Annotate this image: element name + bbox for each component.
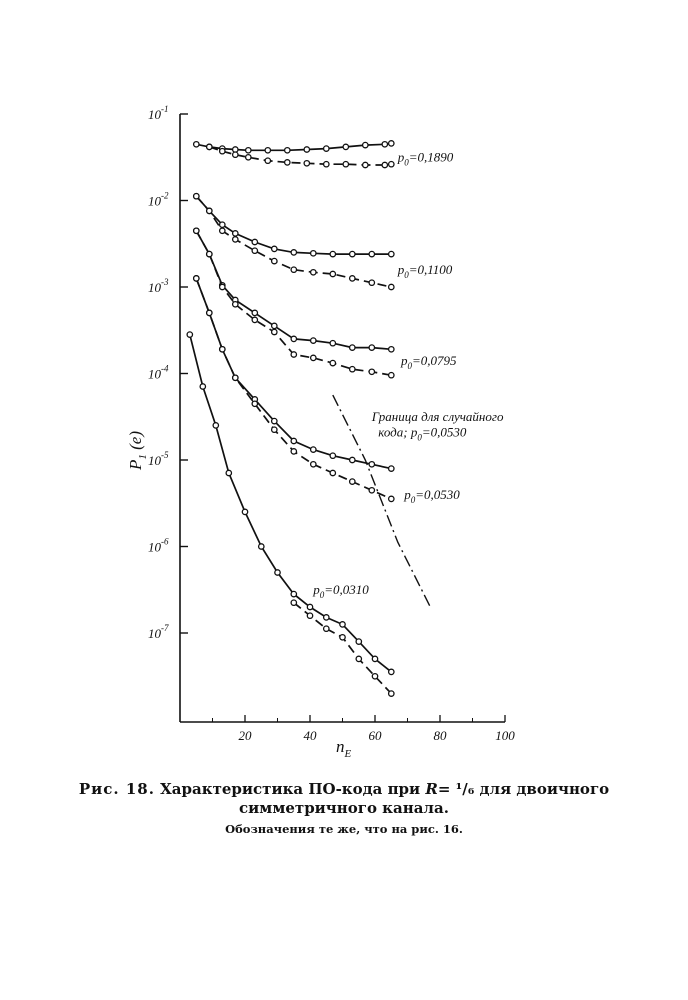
data-point	[252, 239, 257, 244]
data-point	[220, 347, 225, 352]
data-point	[207, 208, 212, 213]
data-point	[311, 355, 316, 360]
data-point	[369, 251, 374, 256]
data-point	[291, 352, 296, 357]
data-point	[350, 479, 355, 484]
figure-number: Рис. 18.	[78, 780, 155, 798]
rate-value: = ¹/₆	[437, 780, 475, 798]
data-point	[272, 323, 277, 328]
data-point	[350, 251, 355, 256]
data-point	[350, 345, 355, 350]
data-point	[213, 423, 218, 428]
data-point	[275, 570, 280, 575]
data-point	[187, 332, 192, 337]
data-point	[330, 360, 335, 365]
annotation-label: $p_0=0,0795$	[401, 352, 457, 371]
data-point	[343, 162, 348, 167]
data-point	[324, 615, 329, 620]
data-point	[369, 488, 374, 493]
data-point	[291, 336, 296, 341]
data-point	[272, 329, 277, 334]
y-tick-label: $10^{-5}$	[148, 450, 169, 468]
x-tick-label: 40	[303, 728, 317, 743]
y-tick-label: $10^{-7}$	[148, 623, 169, 641]
data-point	[324, 626, 329, 631]
data-point	[330, 470, 335, 475]
data-point	[246, 155, 251, 160]
data-point	[272, 427, 277, 432]
data-point	[372, 674, 377, 679]
data-point	[207, 251, 212, 256]
data-point	[194, 276, 199, 281]
data-point	[272, 418, 277, 423]
series-line	[190, 335, 391, 672]
data-point	[194, 194, 199, 199]
data-point	[220, 228, 225, 233]
figure-caption	[0, 780, 688, 818]
data-point	[311, 462, 316, 467]
data-point	[363, 162, 368, 167]
data-point	[272, 246, 277, 251]
caption-text: Характеристика ПО-кода при	[160, 780, 421, 798]
data-point	[207, 144, 212, 149]
caption-line2: симметричного канала.	[239, 799, 449, 817]
data-point	[242, 509, 247, 514]
data-point	[200, 384, 205, 389]
y-tick-label: $10^{-3}$	[148, 277, 169, 295]
data-point	[356, 639, 361, 644]
data-point	[233, 152, 238, 157]
data-point	[311, 447, 316, 452]
series-line	[196, 231, 391, 349]
data-point	[304, 147, 309, 152]
data-point	[340, 622, 345, 627]
annotation-label: кода; $p_0=0,0530$	[378, 424, 467, 443]
data-point	[311, 270, 316, 275]
data-point	[291, 250, 296, 255]
data-point	[252, 317, 257, 322]
series-line	[196, 196, 391, 287]
series-line	[196, 278, 391, 499]
data-point	[389, 496, 394, 501]
annotation-label: $p_0=0,0310$	[313, 582, 369, 601]
data-point	[389, 162, 394, 167]
annotation-label: $p_0=0,1890$	[397, 149, 454, 168]
data-point	[265, 148, 270, 153]
data-point	[350, 367, 355, 372]
data-point	[246, 148, 251, 153]
data-point	[372, 656, 377, 661]
data-point	[382, 142, 387, 147]
data-point	[233, 231, 238, 236]
data-point	[252, 310, 257, 315]
data-point	[304, 161, 309, 166]
data-point	[389, 141, 394, 146]
data-point	[291, 449, 296, 454]
data-point	[311, 338, 316, 343]
data-point	[369, 280, 374, 285]
data-point	[330, 453, 335, 458]
data-point	[369, 345, 374, 350]
data-point	[207, 310, 212, 315]
data-point	[291, 438, 296, 443]
y-axis-title: $P_1$ (e)	[126, 430, 149, 470]
data-point	[291, 600, 296, 605]
data-point	[233, 302, 238, 307]
caption-note: Обозначения те же, что на рис. 16.	[225, 822, 463, 836]
annotation-label: $p_0=0,0530$	[404, 486, 460, 505]
x-tick-label: 60	[368, 728, 382, 743]
x-tick-label: 80	[433, 728, 447, 743]
data-point	[330, 341, 335, 346]
data-point	[389, 251, 394, 256]
data-point	[330, 251, 335, 256]
data-point	[252, 401, 257, 406]
data-point	[291, 591, 296, 596]
data-point	[389, 669, 394, 674]
data-point	[369, 462, 374, 467]
data-point	[324, 162, 329, 167]
y-tick-label: $10^{-6}$	[148, 536, 169, 555]
data-point	[350, 457, 355, 462]
data-point	[220, 149, 225, 154]
x-tick-label: 100	[495, 728, 515, 743]
y-tick-label: $10^{-1}$	[148, 104, 169, 122]
data-point	[220, 222, 225, 227]
data-point	[194, 142, 199, 147]
data-point	[389, 373, 394, 378]
data-point	[350, 276, 355, 281]
data-point	[291, 267, 296, 272]
x-tick-label: 20	[238, 728, 252, 743]
x-axis-title: $n_E$	[336, 737, 352, 760]
data-point	[330, 271, 335, 276]
data-point	[307, 604, 312, 609]
annotation-label: Граница для случайного	[371, 409, 504, 425]
caption-text-end: для двоичного	[479, 780, 610, 798]
data-point	[272, 258, 277, 263]
y-tick-label: $10^{-2}$	[148, 190, 169, 209]
data-point	[389, 284, 394, 289]
rate-symbol: R	[425, 780, 438, 798]
data-point	[369, 369, 374, 374]
data-point	[226, 470, 231, 475]
data-point	[363, 142, 368, 147]
annotation-layer	[312, 150, 504, 601]
data-point	[285, 160, 290, 165]
data-point	[307, 613, 312, 618]
data-point	[233, 375, 238, 380]
data-point	[311, 251, 316, 256]
data-point	[233, 237, 238, 242]
data-point	[265, 158, 270, 163]
data-point	[220, 284, 225, 289]
data-point	[285, 148, 290, 153]
annotation-label: $p_0=0,1100$	[397, 262, 453, 281]
data-point	[389, 691, 394, 696]
data-point	[340, 635, 345, 640]
data-point	[356, 656, 361, 661]
data-point	[389, 466, 394, 471]
y-tick-label: $10^{-4}$	[148, 363, 169, 382]
data-point	[343, 144, 348, 149]
data-point	[324, 146, 329, 151]
data-point	[382, 162, 387, 167]
data-point	[252, 248, 257, 253]
data-point	[389, 347, 394, 352]
data-point	[194, 228, 199, 233]
data-point	[259, 544, 264, 549]
